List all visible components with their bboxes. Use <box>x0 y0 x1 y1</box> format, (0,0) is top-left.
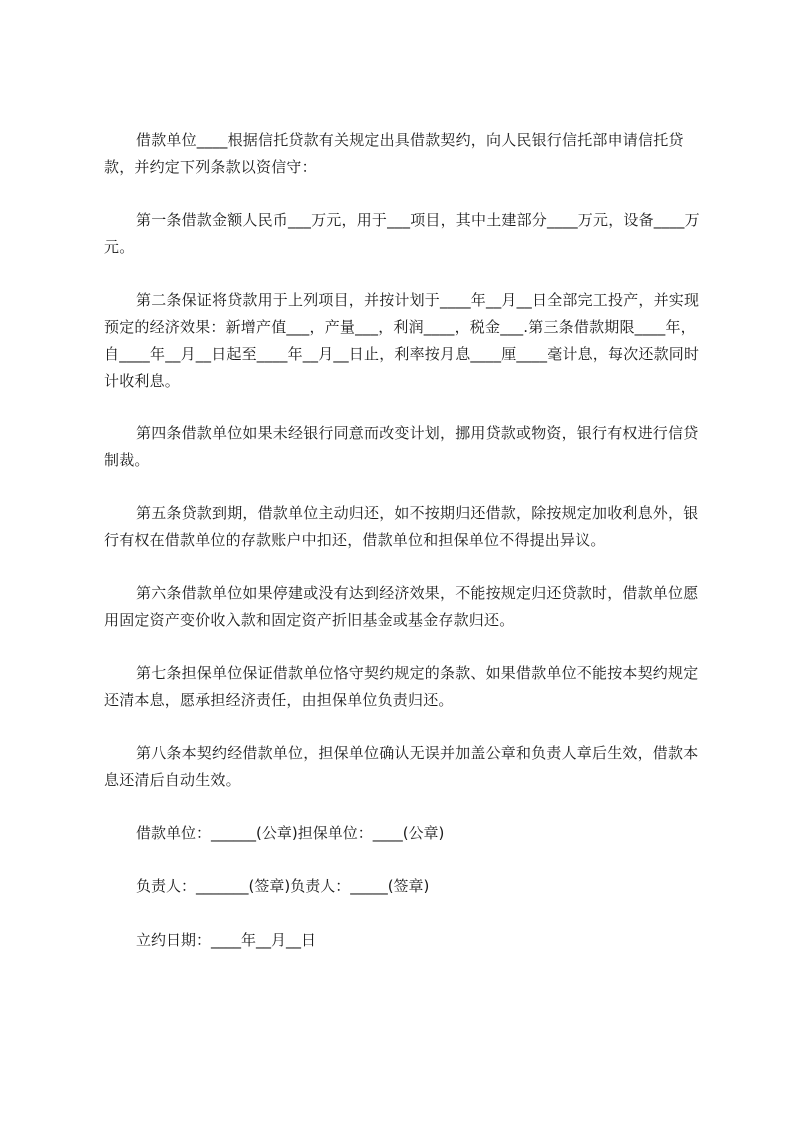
article-6-paragraph: 第六条借款单位如果停建或没有达到经济效果，不能按规定归还贷款时，借款单位愿用固定资产变价收入款和固定资产折旧基金或基金存款归还。 <box>104 584 699 629</box>
article-2-3-paragraph: 第二条保证将贷款用于上列项目，并按计划于____年__月__日全部完工投产，并实现预定的经济效果：新增产值___，产量___，利润____，税金___.第三条借款期限____年，自____年__月__日起至____年__月__日止，利率按月息____厘____毫计息，每次还款同时计收利息。 <box>104 291 700 390</box>
article-8-paragraph: 第八条本契约经借款单位，担保单位确认无误并加盖公章和负责人章后生效，借款本息还清后自动生效。 <box>104 744 699 789</box>
contract-date-line: 立约日期：____年__月__日 <box>136 931 317 949</box>
intro-paragraph: 借款单位____根据信托贷款有关规定出具借款契约，向人民银行信托部申请信托贷款，并约定下列条款以资信守： <box>104 131 684 176</box>
responsible-person-signature-line: 负责人：_______(签章)负责人：_____(签章) <box>136 877 430 895</box>
article-7-paragraph: 第七条担保单位保证借款单位恪守契约规定的条款、如果借款单位不能按本契约规定还清本息，愿承担经济责任，由担保单位负责归还。 <box>104 664 699 709</box>
article-1-paragraph: 第一条借款金额人民币___万元，用于___项目，其中土建部分____万元，设备____万元。 <box>104 211 700 256</box>
article-5-paragraph: 第五条贷款到期，借款单位主动归还，如不按期归还借款，除按规定加收利息外，银行有权在借款单位的存款账户中扣还，借款单位和担保单位不得提出异议。 <box>104 504 699 549</box>
borrower-signature-line: 借款单位：______(公章)担保单位：____(公章) <box>136 824 445 842</box>
article-4-paragraph: 第四条借款单位如果未经银行同意而改变计划，挪用贷款或物资，银行有权进行信贷制裁。 <box>104 424 699 469</box>
